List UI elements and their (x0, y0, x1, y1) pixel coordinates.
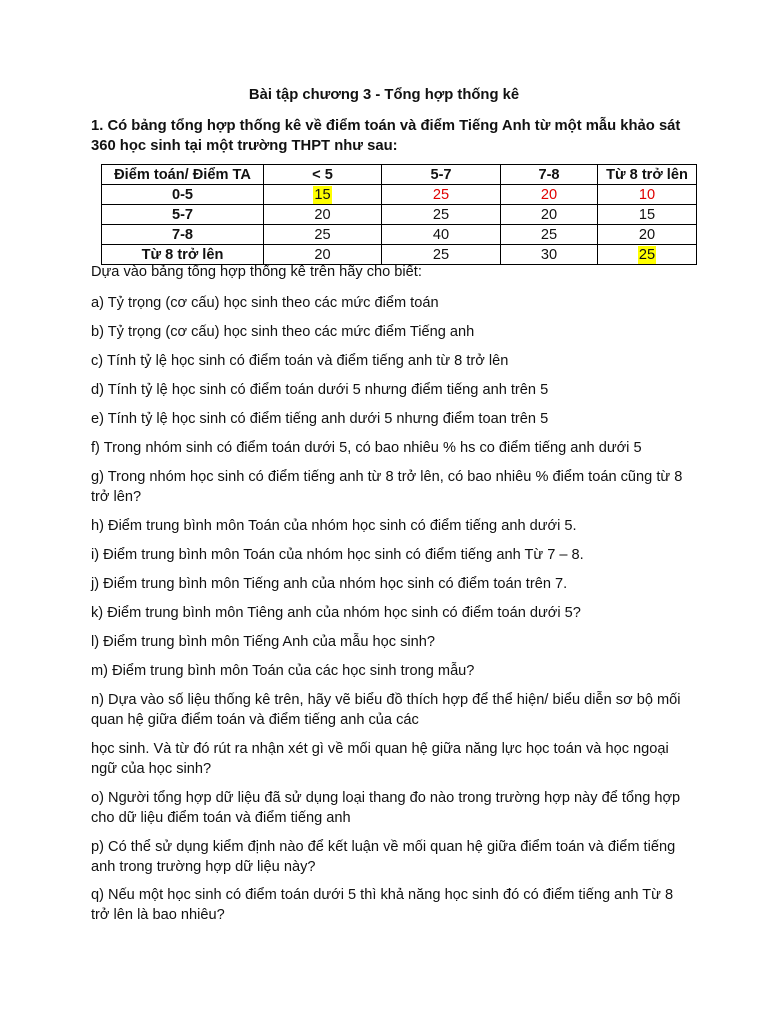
question-f: f) Trong nhóm sinh có điểm toán dưới 5, có bao nhiêu % hs co điểm tiếng anh dưới 5 (91, 440, 642, 456)
table-row (102, 245, 697, 265)
question-b: b) Tỷ trọng (cơ cấu) học sinh theo các mức điểm Tiếng anh (91, 324, 475, 340)
question-m: m) Điểm trung bình môn Toán của các học sinh trong mẫu? (91, 663, 475, 679)
column-header: 5-7 (382, 165, 501, 185)
column-header: 7-8 (501, 165, 598, 185)
question-a: a) Tỷ trọng (cơ cấu) học sinh theo các mức điểm toán (91, 295, 439, 311)
question-e: e) Tính tỷ lệ học sinh có điểm tiếng anh dưới 5 nhưng điểm toan trên 5 (91, 411, 549, 427)
question-j: j) Điểm trung bình môn Tiếng anh của nhóm học sinh có điểm toán trên 7. (91, 576, 568, 592)
table-cell: 25 (501, 225, 598, 245)
table-cell: 15 (598, 205, 697, 225)
row-header: 5-7 (102, 205, 264, 225)
page-title: Bài tập chương 3 - Tổng hợp thống kê (248, 87, 520, 103)
table-cell: 25 (264, 225, 382, 245)
table-cell: 40 (382, 225, 501, 245)
question-q: q) Nếu một học sinh có điểm toán dưới 5 thì khả năng học sinh đó có điểm tiếng anh Từ 8 trở lên là bao nhiêu? (91, 887, 674, 923)
column-header: Từ 8 trở lên (598, 165, 697, 185)
table-row (102, 185, 697, 205)
table-cell: 20 (264, 245, 382, 265)
question-o: o) Người tổng hợp dữ liệu đã sử dụng loại thang đo nào trong trường hợp này để tổng hợp cho dữ liệu điểm toán và điểm tiếng anh (91, 790, 681, 826)
instructions-text: Dựa vào bảng tổng hợp thống kê trên hãy cho biết: (91, 264, 422, 280)
row-header: Từ 8 trở lên (102, 245, 264, 265)
question-g: g) Trong nhóm học sinh có điểm tiếng anh từ 8 trở lên, có bao nhiêu % điểm toán cũng từ 8 trở lên? (91, 469, 683, 505)
table-row (102, 225, 697, 245)
question-k: k) Điểm trung bình môn Tiêng anh của nhóm học sinh có điểm toán dưới 5? (91, 605, 581, 621)
table-cell: 10 (598, 185, 697, 205)
question-c: c) Tính tỷ lệ học sinh có điểm toán và điểm tiếng anh từ 8 trở lên (91, 353, 509, 369)
table-header-row (102, 165, 697, 185)
question-1: 1. Có bảng tổng hợp thống kê về điểm toán và điểm Tiếng Anh từ một mẫu khảo sát 360 học sinh tại một trường THPT như sau: (91, 118, 681, 154)
table-cell (598, 245, 697, 265)
highlighted-value: 15 (314, 186, 331, 203)
table-cell: 25 (382, 185, 501, 205)
question-d: d) Tính tỷ lệ học sinh có điểm toán dưới 5 nhưng điểm tiếng anh trên 5 (91, 382, 549, 398)
question-l: l) Điểm trung bình môn Tiếng Anh của mẫu học sinh? (91, 634, 435, 650)
question-n-continued: học sinh. Và từ đó rút ra nhận xét gì về mối quan hệ giữa năng lực học toán và học ngoại ngữ của học sinh? (91, 741, 669, 777)
row-header: 7-8 (102, 225, 264, 245)
table-cell: 20 (264, 205, 382, 225)
question-n: n) Dựa vào số liệu thống kê trên, hãy vẽ biểu đồ thích hợp để thể hiện/ biểu diễn sơ bộ mối quan hệ giữa điểm toán và điểm tiếng anh của các (91, 692, 681, 728)
highlighted-value: 25 (638, 246, 656, 263)
table-cell (264, 185, 382, 205)
question-p: p) Có thể sử dụng kiểm định nào để kết luận về mối quan hệ giữa điểm toán và điểm tiếng anh trong trường hợp dữ liệu này? (91, 839, 676, 875)
score-table (101, 164, 697, 265)
row-header: 0-5 (102, 185, 264, 205)
table-corner-header: Điểm toán/ Điểm TA (102, 165, 264, 185)
question-h: h) Điểm trung bình môn Toán của nhóm học sinh có điểm tiếng anh dưới 5. (91, 518, 577, 534)
table-cell: 20 (598, 225, 697, 245)
table-cell: 20 (501, 205, 598, 225)
question-i: i) Điểm trung bình môn Toán của nhóm học sinh có điểm tiếng anh Từ 7 – 8. (91, 547, 584, 563)
table-row (102, 205, 697, 225)
column-header: < 5 (264, 165, 382, 185)
table-cell: 20 (501, 185, 598, 205)
table-cell: 25 (382, 245, 501, 265)
table-cell: 30 (501, 245, 598, 265)
table-cell: 25 (382, 205, 501, 225)
